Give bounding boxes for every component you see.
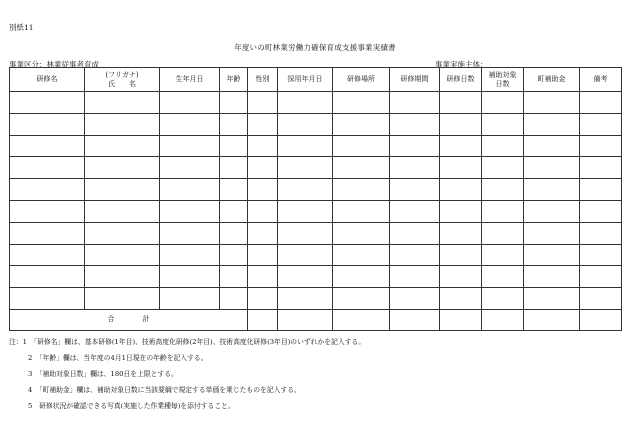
table-cell[interactable] [440,266,482,288]
header-name: (フリガナ) 氏 名 [85,68,160,92]
table-cell[interactable] [248,266,278,288]
table-cell[interactable] [580,244,622,266]
table-cell[interactable] [160,92,220,114]
header-birthdate: 生年月日 [160,68,220,92]
table-cell[interactable] [580,135,622,157]
table-cell[interactable] [333,222,390,244]
table-cell[interactable] [85,288,160,310]
table-cell[interactable] [85,92,160,114]
table-cell[interactable] [440,135,482,157]
table-cell[interactable] [524,157,580,179]
table-cell[interactable] [85,157,160,179]
table-cell[interactable] [220,244,248,266]
table-cell[interactable] [524,135,580,157]
table-cell[interactable] [390,244,440,266]
table-cell[interactable] [160,200,220,222]
table-cell[interactable] [482,135,524,157]
table-cell[interactable] [160,179,220,201]
header-training-period: 研修期間 [390,68,440,92]
table-cell[interactable] [248,288,278,310]
header-training-location: 研修場所 [333,68,390,92]
table-cell[interactable] [10,179,85,201]
operator-label: 事業実施主体： [435,60,488,69]
table-cell[interactable] [333,92,390,114]
table-cell[interactable] [440,200,482,222]
table-cell[interactable] [248,244,278,266]
table-cell[interactable] [278,92,333,114]
table-cell[interactable] [482,92,524,114]
table-cell[interactable] [440,222,482,244]
header-hire-date: 採用年月日 [278,68,333,92]
table-row [10,266,622,288]
note-4: 4 「町補助金」欄は、補助対象日数に当該要綱で規定する単価を乗じたものを記入する。 [28,386,301,394]
table-cell[interactable] [220,266,248,288]
table-row [10,200,622,222]
table-cell[interactable] [10,157,85,179]
table-cell[interactable] [160,288,220,310]
table-row [10,222,622,244]
table-cell[interactable] [333,157,390,179]
table-cell[interactable] [220,135,248,157]
table-cell[interactable] [524,92,580,114]
table-cell[interactable] [10,222,85,244]
table-cell[interactable] [390,200,440,222]
table-cell[interactable] [580,113,622,135]
table-cell[interactable] [482,222,524,244]
table-cell[interactable] [333,309,390,330]
table-cell[interactable] [482,288,524,310]
table-cell[interactable] [278,157,333,179]
table-cell[interactable] [10,135,85,157]
table-cell[interactable] [390,157,440,179]
header-training-days: 研修日数 [440,68,482,92]
table-cell[interactable] [248,222,278,244]
table-cell[interactable] [333,113,390,135]
table-row [10,113,622,135]
table-cell[interactable] [580,222,622,244]
table-cell[interactable] [333,135,390,157]
table-cell[interactable] [482,244,524,266]
table-cell[interactable] [10,200,85,222]
table-cell[interactable] [278,200,333,222]
table-cell[interactable] [248,135,278,157]
table-cell[interactable] [390,266,440,288]
table-cell[interactable] [580,200,622,222]
table-cell[interactable] [524,200,580,222]
table-cell[interactable] [524,288,580,310]
total-row [10,309,622,330]
table-cell[interactable] [160,222,220,244]
table-cell[interactable] [220,179,248,201]
table-cell[interactable] [580,266,622,288]
table-cell[interactable] [482,179,524,201]
table-cell[interactable] [390,179,440,201]
table-cell[interactable] [220,92,248,114]
table-cell[interactable] [524,266,580,288]
table-cell[interactable] [160,135,220,157]
table-cell[interactable] [278,266,333,288]
table-cell[interactable] [482,113,524,135]
table-cell[interactable] [440,92,482,114]
table-cell[interactable] [220,113,248,135]
table-cell[interactable] [278,135,333,157]
table-cell[interactable] [390,113,440,135]
table-cell[interactable] [390,135,440,157]
table-cell[interactable] [524,309,580,330]
table-cell[interactable] [482,157,524,179]
table-cell[interactable] [278,222,333,244]
table-cell[interactable] [333,244,390,266]
table-cell[interactable] [278,309,333,330]
report-table [9,67,622,331]
table-cell[interactable] [248,200,278,222]
table-cell[interactable] [440,288,482,310]
table-cell[interactable] [248,309,278,330]
table-cell[interactable] [440,309,482,330]
table-cell[interactable] [85,222,160,244]
table-cell[interactable] [333,179,390,201]
header-row [10,68,622,92]
business-category: 事業区分：林業従事者育成 [9,60,99,69]
table-cell[interactable] [524,222,580,244]
note-3: 3 「補助対象日数」欄は、180日を上限とする。 [28,370,178,378]
table-cell[interactable] [333,266,390,288]
table-row [10,244,622,266]
table-cell[interactable] [10,113,85,135]
table-row [10,157,622,179]
table-cell[interactable] [10,266,85,288]
table-cell[interactable] [333,200,390,222]
table-cell[interactable] [10,244,85,266]
table-cell[interactable] [580,288,622,310]
table-cell[interactable] [160,157,220,179]
header-subsidized-days: 補助対象 日数 [482,68,524,92]
table-cell[interactable] [482,266,524,288]
table-cell[interactable] [482,200,524,222]
table-cell[interactable] [220,157,248,179]
table-row [10,179,622,201]
table-cell[interactable] [248,113,278,135]
table-cell[interactable] [580,179,622,201]
table-cell[interactable] [10,92,85,114]
table-cell[interactable] [160,244,220,266]
form-number: 別紙11 [9,23,34,32]
table-cell[interactable] [390,92,440,114]
table-cell[interactable] [248,92,278,114]
table-cell[interactable] [440,113,482,135]
table-cell[interactable] [440,179,482,201]
table-cell[interactable] [85,179,160,201]
table-row [10,135,622,157]
table-cell[interactable] [248,179,278,201]
table-cell[interactable] [85,113,160,135]
table-cell[interactable] [278,288,333,310]
table-cell[interactable] [248,157,278,179]
table-cell[interactable] [580,92,622,114]
note-5: 5 研修状況が確認できる写真(実施した作業種毎)を添付すること。 [28,402,235,410]
document-title: 年度いの町林業労働力確保育成支援事業実績書 [234,43,396,52]
table-row [10,92,622,114]
header-course-name: 研修名 [10,68,85,92]
table-cell[interactable] [440,244,482,266]
table-cell[interactable] [524,179,580,201]
table-cell[interactable] [278,113,333,135]
table-cell[interactable] [278,179,333,201]
table-cell[interactable] [440,157,482,179]
table-cell[interactable] [524,244,580,266]
table-cell[interactable] [580,309,622,330]
table-cell[interactable] [220,222,248,244]
note-2: 2 「年齢」欄は、当年度の4月1日現在の年齢を記入する。 [28,354,208,362]
note-1: 注：1 「研修名」欄は、基本研修(1年目)、技術高度化研修(2年目)、技術高度化研修(3年目)のいずれかを記入する。 [9,338,366,346]
table-cell[interactable] [390,222,440,244]
header-remarks: 備考 [580,68,622,92]
table-cell[interactable] [160,266,220,288]
table-cell[interactable] [220,200,248,222]
table-cell[interactable] [524,113,580,135]
header-age: 年齢 [220,68,248,92]
table-cell[interactable] [220,288,248,310]
table-cell[interactable] [85,200,160,222]
table-cell[interactable] [85,266,160,288]
table-cell[interactable] [10,288,85,310]
header-town-subsidy: 町補助金 [524,68,580,92]
table-cell[interactable] [580,157,622,179]
table-cell[interactable] [160,113,220,135]
table-row [10,288,622,310]
table-cell[interactable] [85,244,160,266]
table-cell[interactable] [85,135,160,157]
table-cell[interactable] [390,288,440,310]
total-label: 合 計 [10,309,248,330]
header-gender: 性別 [248,68,278,92]
table-cell[interactable] [333,288,390,310]
table-cell[interactable] [482,309,524,330]
table-cell[interactable] [278,244,333,266]
table-cell[interactable] [390,309,440,330]
